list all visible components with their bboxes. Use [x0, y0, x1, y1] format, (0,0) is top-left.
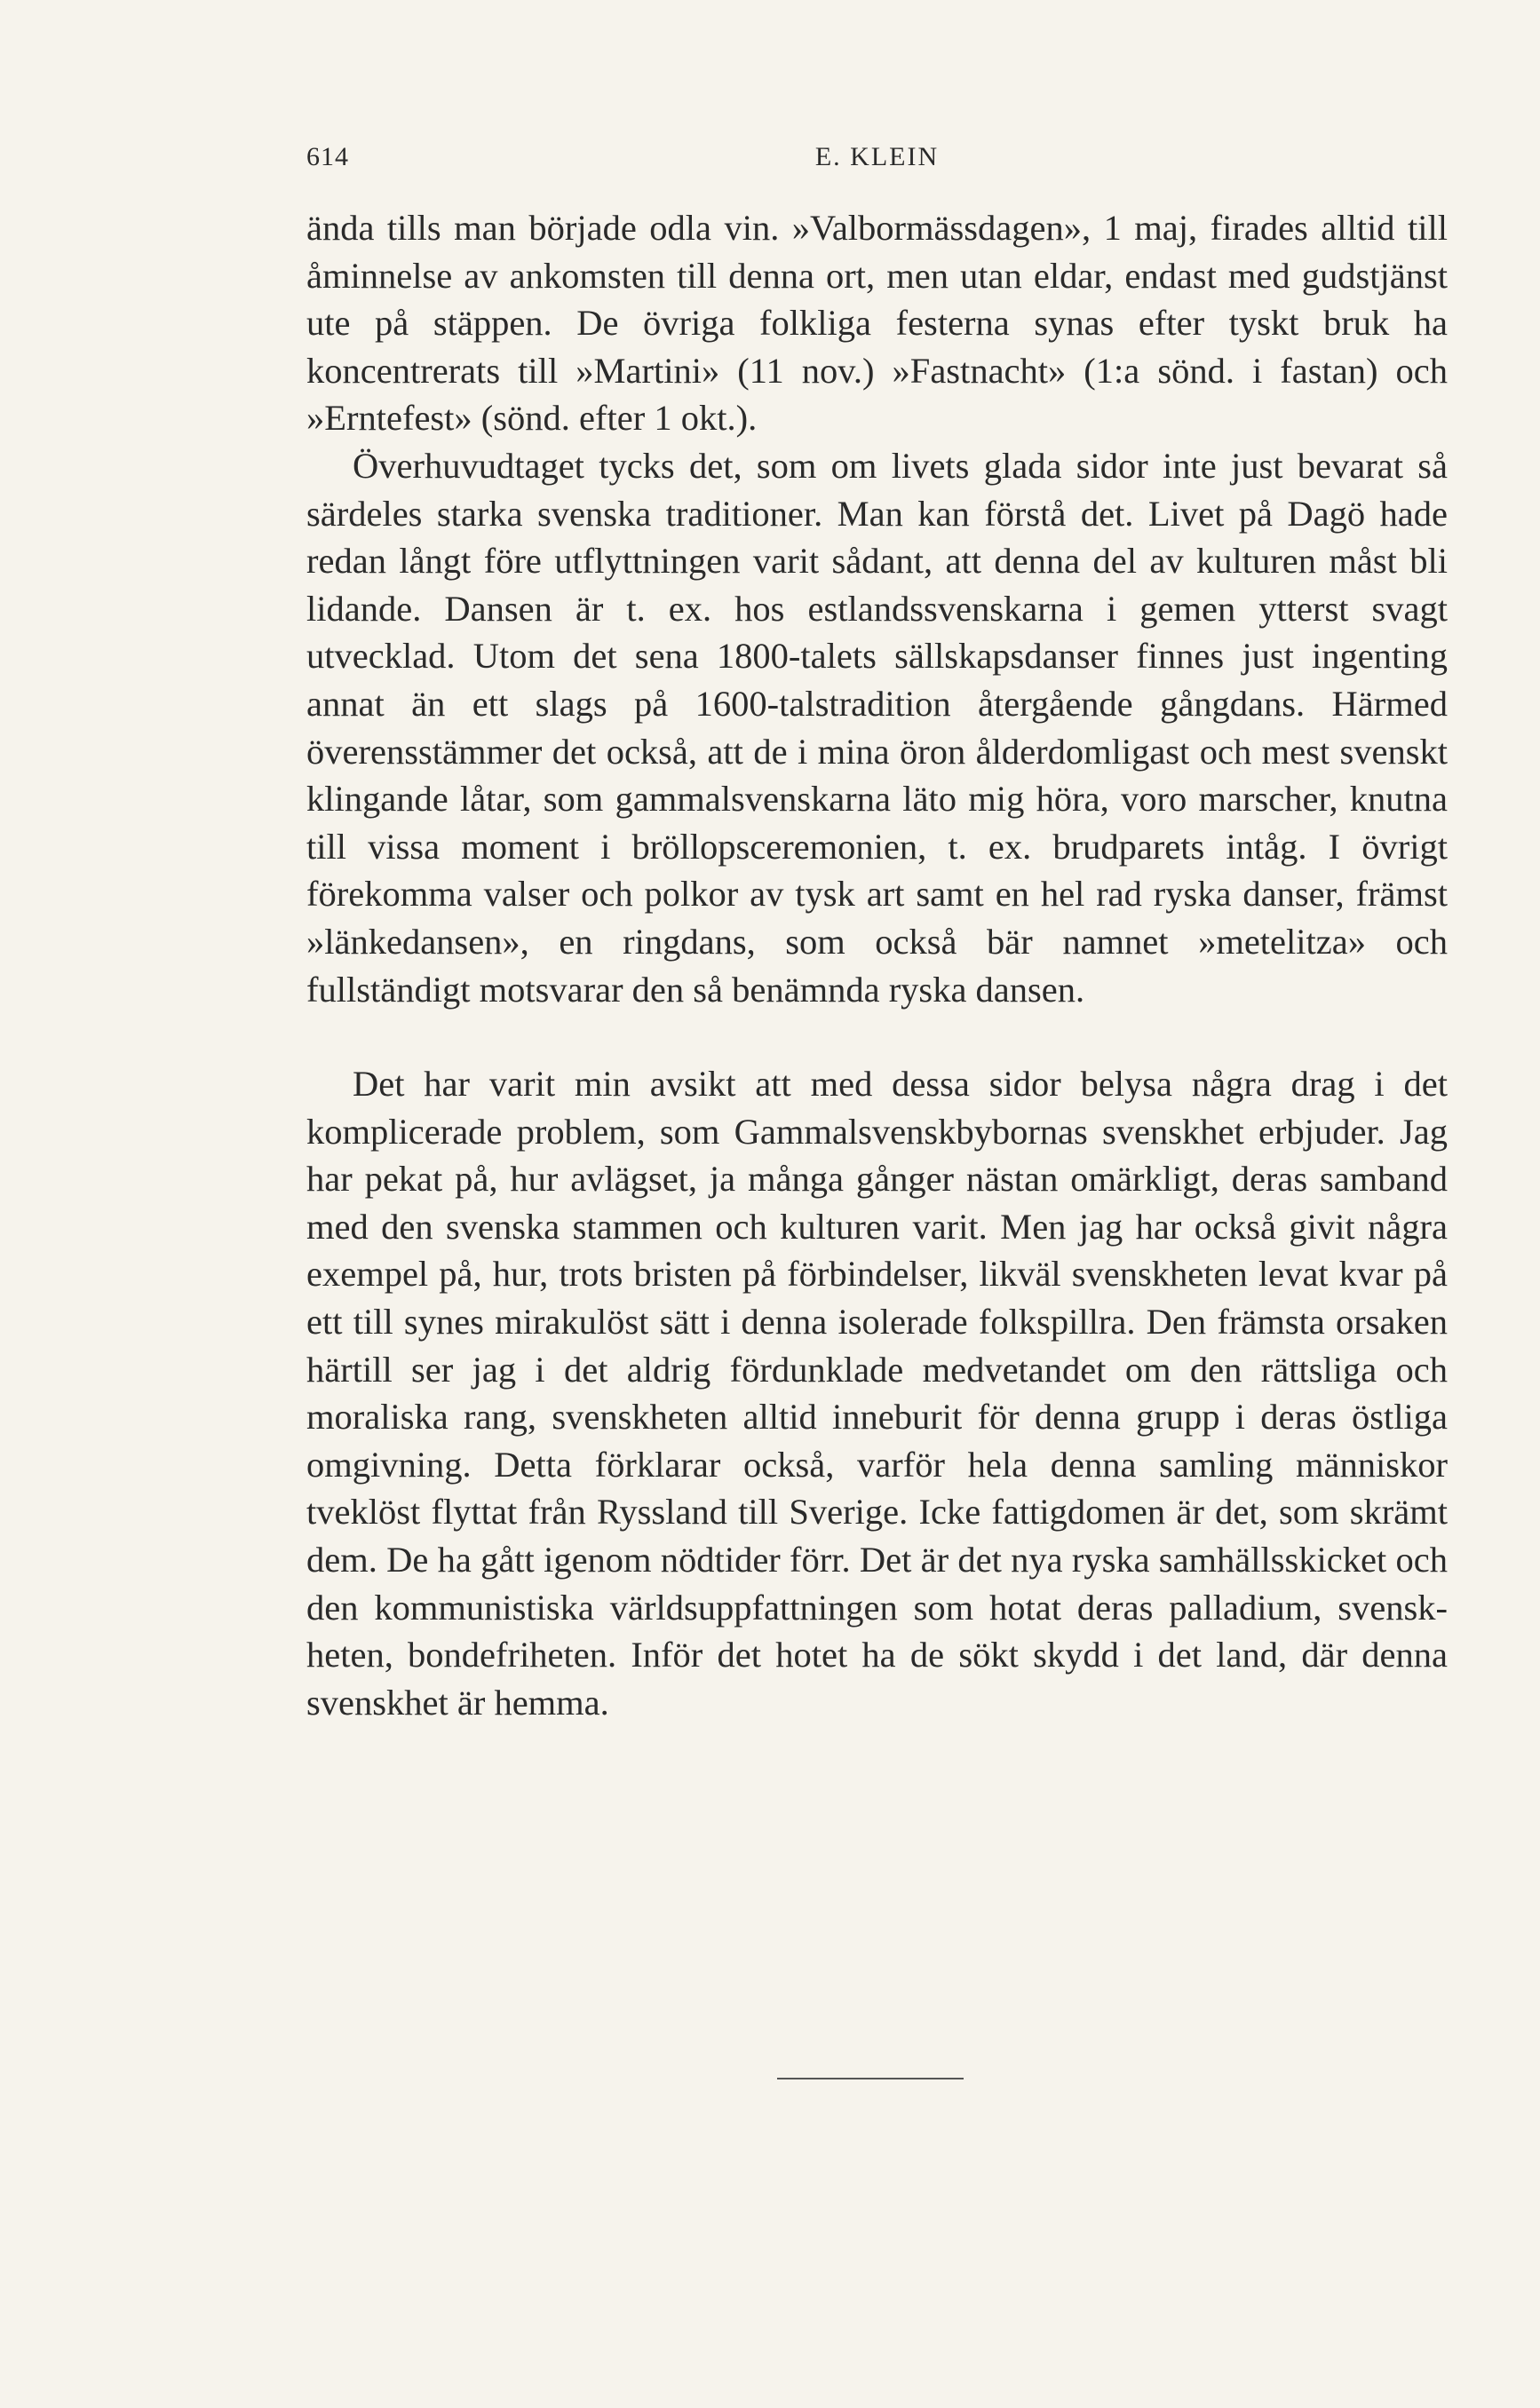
section-end-rule [777, 2078, 964, 2079]
running-head-author: E. KLEIN [814, 142, 940, 171]
body-text [306, 204, 1448, 1726]
page-number: 614 [306, 142, 349, 171]
paragraph-conclusion: Det har varit min avsikt att med dessa sidor belysa några drag i det komplicerade problem, som Gammalsvenskbybornas svenskhet erbjuder. Jag har pekat på, hur avlägset, ja många gånger nästan omärkligt, deras samband med den svenska stammen och kulturen varit. Men jag har också givit några exempel på, hur, trots bristen på förbindelser, likväl svenskheten levat kvar på ett till synes mirakulöst sätt i denna isolerade folkspillra. Den främsta orsaken härtill ser jag i det aldrig fördunklade medvetandet om den rättsliga och moraliska rang, svenskheten alltid inneburit för denna grupp i deras östliga omgivning. Detta förklarar också, varför hela denna samling människor tveklöst flyttat från Ryssland till Sverige. Icke fattigdomen är det, som skrämt dem. De ha gått igenom nödtider förr. Det är det nya ryska samhällsskicket och den kommunistiska världsuppfattningen som hotat deras palladium, svenskheten, bondefriheten. Inför det hotet ha de sökt skydd i det land, där denna svenskhet är hemma. [306, 1064, 1448, 1723]
running-head [306, 142, 1448, 181]
paragraph-continued: ända tills man började odla vin. »Valbormässdagen», 1 maj, firades alltid till åminnelse av ankomsten till denna ort, men utan eldar, endast med gudstjänst ute på stäppen. De övriga folkliga festerna synas efter tyskt bruk ha koncentrerats till »Martini» (11 nov.) »Fastnacht» (1:a sönd. i fastan) och »Erntefest» (sönd. efter 1 okt.). [306, 208, 1448, 439]
paragraph-dance-traditions: Överhuvudtaget tycks det, som om livets glada sidor inte just bevarat så särdeles starka svenska traditioner. Man kan förstå det. Livet på Dagö hade redan långt före utflyttningen varit sådant, att denna del av kulturen måst bli lidande. Dansen är t. ex. hos estlandssvenskarna i gemen ytterst svagt utvecklad. Utom det sena 1800-talets sällskapsdanser finnes just ingenting annat än ett slags på 1600-talstradition återgående gångdans. Härmed överensstämmer det också, att de i mina öron ålderdomligast och mest svenskt klingande låtar, som gammalsvenskarna läto mig höra, voro marscher, knutna till vissa moment i bröllopsceremonien, t. ex. brudparets intåg. I övrigt förekomma valser och polkor av tysk art samt en hel rad ryska danser, främst »länkedansen», en ringdans, som också bär namnet »metelitza» och fullständigt motsvarar den så benämnda ryska dansen. [306, 445, 1448, 1010]
